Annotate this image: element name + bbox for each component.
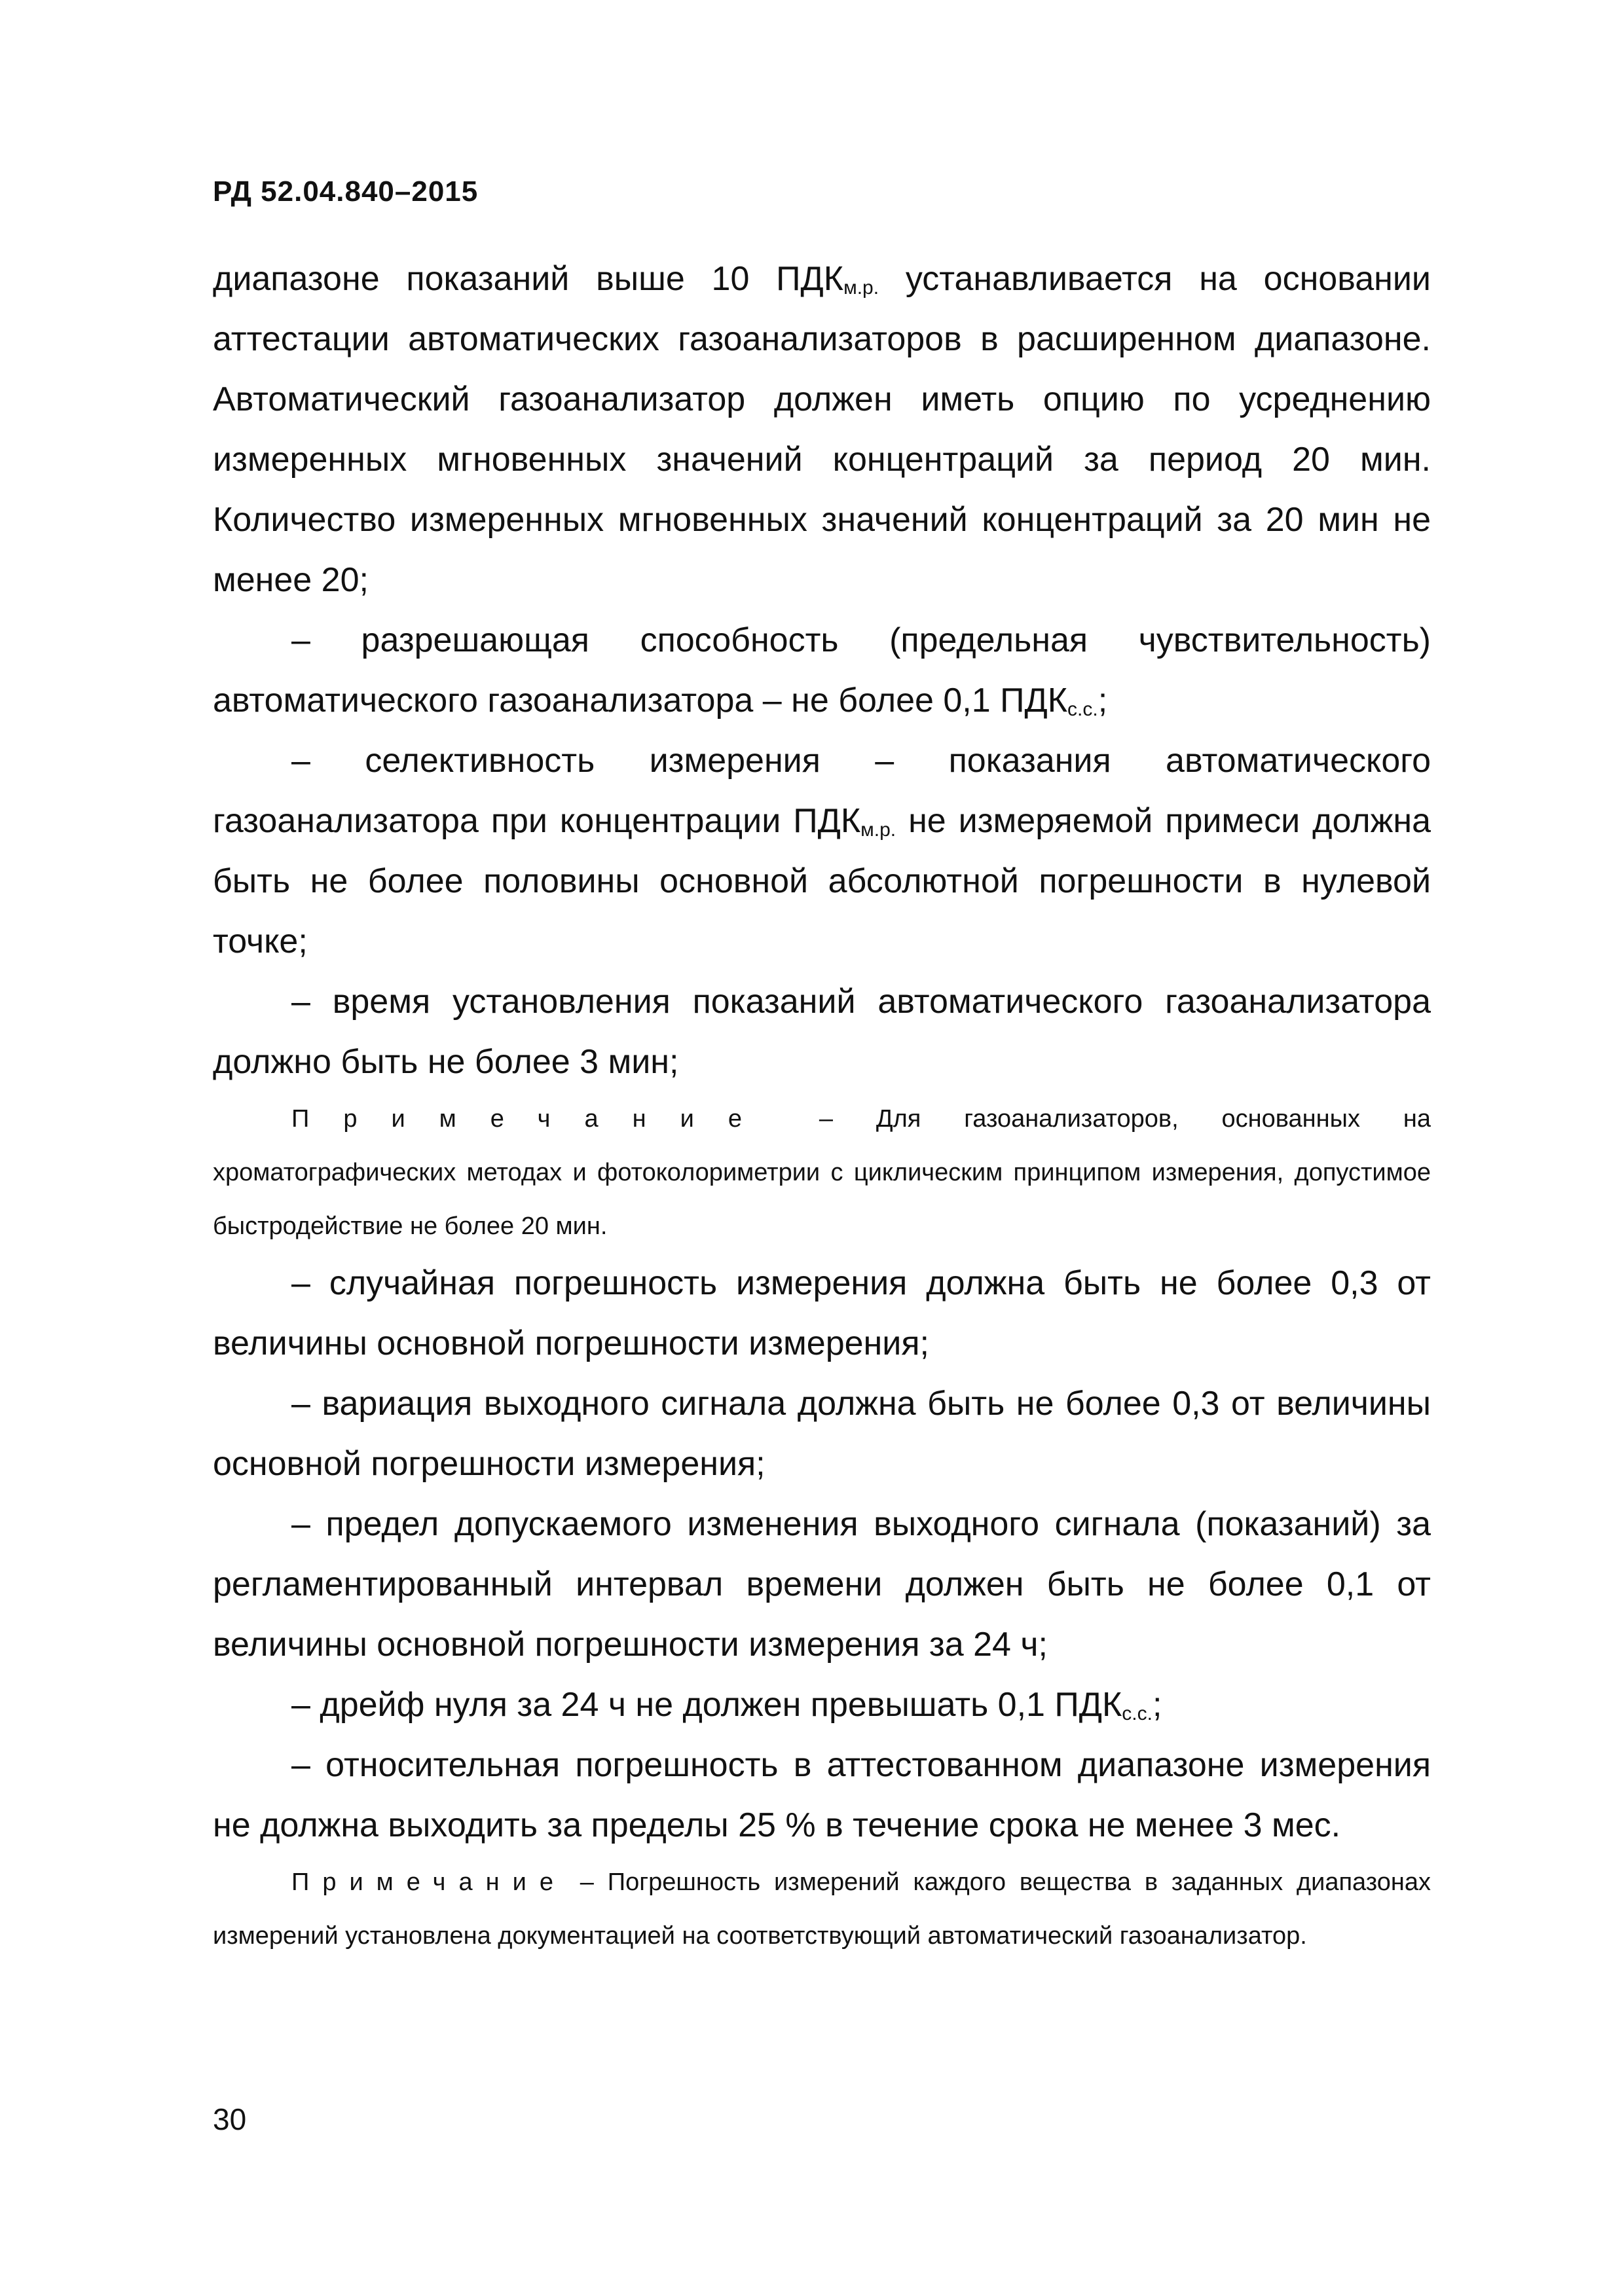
document-header: РД 52.04.840–2015: [213, 175, 479, 208]
list-item-resolution: [213, 610, 1431, 731]
document-body: [213, 249, 1431, 1963]
subscript: с.с.: [1122, 1703, 1153, 1724]
paragraph-continuation: [213, 249, 1431, 610]
paragraph-text: ;: [1152, 1686, 1162, 1724]
paragraph-text: – случайная погрешность измерения должна быть не более 0,3 от величины основной погрешности измерения;: [213, 1264, 1431, 1362]
paragraph-text: не измеряемой примеси должна быть не более половины основной абсолютной погрешности в нулевой точке;: [213, 802, 1431, 960]
list-item-relative-error: [213, 1735, 1431, 1855]
list-item-output-change: [213, 1494, 1431, 1675]
note-text: – Погрешность измерений каждого вещества в заданных диапазонах измерений установлена документацией на соответствующий автоматический газоанализатор.: [213, 1868, 1431, 1950]
paragraph-text: устанавливается на основании аттестации автоматических газоанализаторов в расширенном диапазоне. Автоматический газоанализатор должен иметь опцию по усреднению измеренных мгновенных значений концентраций за период 20 мин. Количество измеренных мгновенных значений концентраций за 20 мин не менее 20;: [213, 260, 1431, 599]
paragraph-text: ;: [1098, 682, 1108, 720]
paragraph-text: – разрешающая способность (предельная чувствительность) автоматического газоанализатора – не более 0,1 ПДК: [213, 621, 1431, 720]
subscript: с.с.: [1067, 699, 1098, 720]
paragraph-text: – дрейф нуля за 24 ч не должен превышать 0,1 ПДК: [291, 1686, 1122, 1724]
note-response-time: [213, 1092, 1431, 1253]
page-number: 30: [213, 2102, 247, 2136]
list-item-zero-drift: [213, 1675, 1431, 1735]
paragraph-text: – селективность измерения – показания автоматического газоанализатора при концентрации ПДК: [213, 742, 1431, 840]
paragraph-text: – время установления показаний автоматического газоанализатора должно быть не более 3 мин;: [213, 983, 1431, 1081]
paragraph-text: диапазоне показаний выше 10 ПДК: [213, 260, 844, 298]
note-label: Примечание: [291, 1105, 776, 1133]
note-text: – Для газоанализаторов, основанных на хроматографических методах и фотоколориметрии с циклическим принципом измерения, допустимое быстродействие не более 20 мин.: [213, 1105, 1431, 1240]
list-item-response-time: [213, 972, 1431, 1092]
paragraph-text: – относительная погрешность в аттестованном диапазоне измерения не должна выходить за пределы 25 % в течение срока не менее 3 мес.: [213, 1746, 1431, 1844]
subscript: м.р.: [843, 277, 879, 299]
note-label: Примечание: [291, 1868, 566, 1896]
list-item-selectivity: [213, 731, 1431, 972]
note-measurement-error: [213, 1855, 1431, 1963]
list-item-variation: [213, 1374, 1431, 1494]
list-item-random-error: [213, 1253, 1431, 1374]
paragraph-text: – вариация выходного сигнала должна быть не более 0,3 от величины основной погрешности измерения;: [213, 1385, 1431, 1483]
paragraph-text: – предел допускаемого изменения выходного сигнала (показаний) за регламентированный интервал времени должен быть не более 0,1 от величины основной погрешности измерения за 24 ч;: [213, 1505, 1431, 1664]
subscript: м.р.: [860, 819, 896, 841]
